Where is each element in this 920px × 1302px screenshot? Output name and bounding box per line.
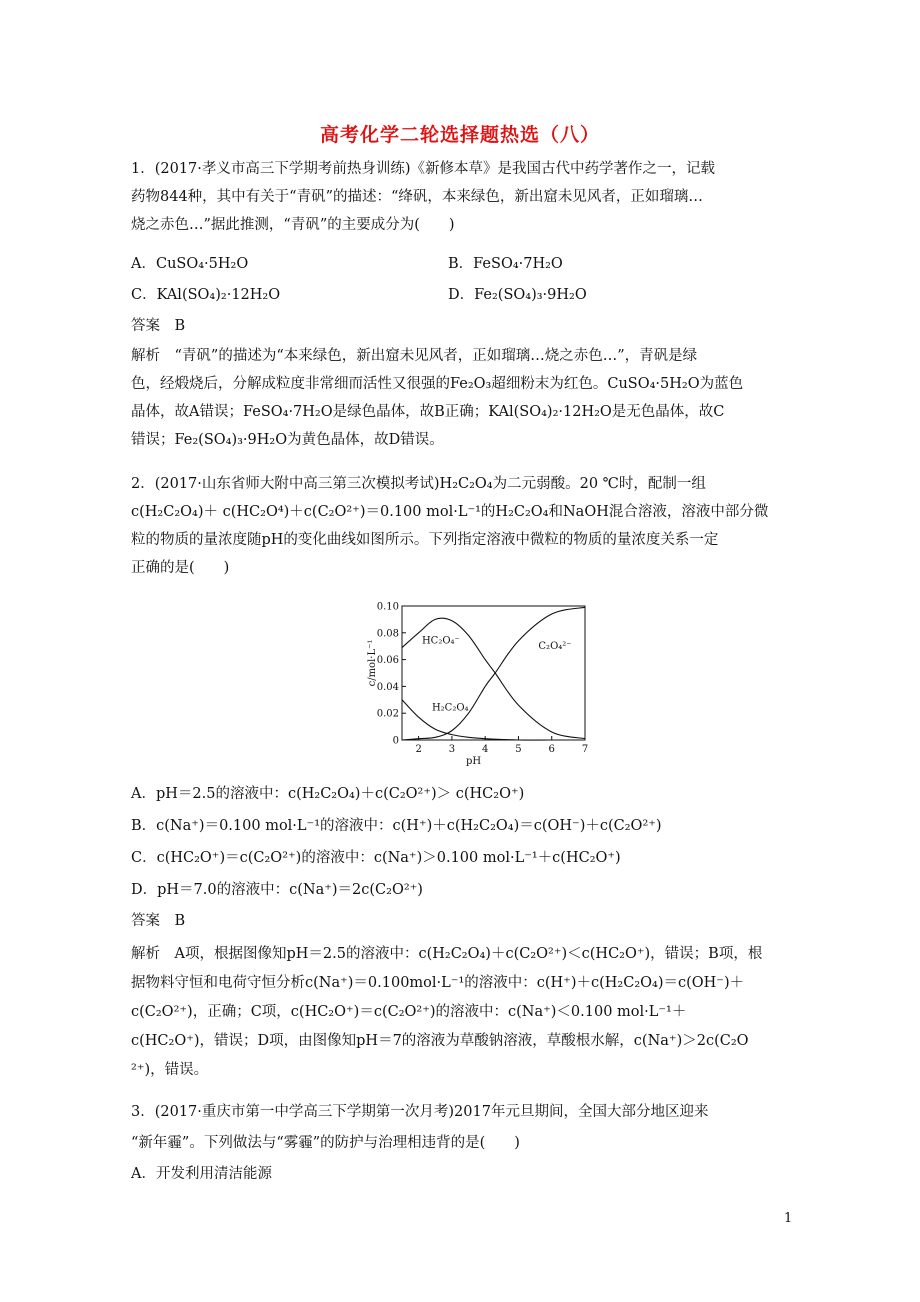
page-number: 1 <box>784 1211 793 1226</box>
q1-option-b: B．FeSO₄·7H₂O <box>448 256 563 272</box>
q2-analysis-line: c(C₂O²⁺)，正确；C项，c(HC₂O⁺)＝c(C₂O²⁺)的溶液中：c(Na⁺)＜0.100 mol·L⁻¹＋ <box>131 1004 687 1020</box>
curve-label: C₂O₄²⁻ <box>538 640 572 652</box>
y-tick-label: 0.04 <box>376 681 399 693</box>
q1-analysis-line: 解析 “青矾”的描述为“本来绿色，新出窟未见风者，正如瑠璃…烧之赤色…”，青矾是绿 <box>131 348 698 364</box>
q1-line: 1．(2017·孝义市高三下学期考前热身训练)《新修本草》是我国古代中药学著作之一，记载 <box>131 161 716 177</box>
q2-option-a: A．pH＝2.5的溶液中：c(H₂C₂O₄)＋c(C₂O²⁺)＞ c(HC₂O⁺) <box>131 786 525 802</box>
q2-answer-text: 答案 B <box>131 913 186 929</box>
q2-option-b: B．c(Na⁺)＝0.100 mol·L⁻¹的溶液中：c(H⁺)＋c(H₂C₂O₄)＝c(OH⁻)＋c(C₂O²⁺) <box>131 818 662 834</box>
y-tick-label: 0.02 <box>376 708 399 720</box>
q1-option-c: C．KAl(SO₄)₂·12H₂O <box>131 287 281 303</box>
q2-analysis <box>131 940 791 1085</box>
plot-frame <box>402 606 585 740</box>
page-title: 高考化学二轮选择题热选（八） <box>319 124 600 146</box>
x-tick-label: 3 <box>448 744 456 755</box>
q2-analysis-line: ²⁺)，错误。 <box>131 1062 209 1078</box>
question-1 <box>131 155 791 239</box>
q1-analysis-line: 色，经煅烧后，分解成粒度非常细而活性又很强的Fe₂O₃超细粉末为红色。CuSO₄·5H₂O为蓝色 <box>131 376 744 392</box>
q3-line: 3．(2017·重庆市第一中学高三下学期第一次月考)2017年元旦期间，全国大部分地区迎来 <box>131 1104 709 1120</box>
x-tick-label: 6 <box>548 744 555 755</box>
q2-line: 正确的是( ) <box>131 560 230 576</box>
x-axis-label: pH <box>465 756 482 767</box>
y-tick-label: 0.10 <box>376 601 399 613</box>
q2-option-c: C．c(HC₂O⁺)＝c(C₂O²⁺)的溶液中：c(Na⁺)＞0.100 mol·L⁻¹＋c(HC₂O⁺) <box>131 850 621 866</box>
question-2 <box>131 470 791 582</box>
curve-label: HC₂O₄⁻ <box>421 635 460 647</box>
x-tick-label: 5 <box>515 744 522 755</box>
q2-analysis-line: c(HC₂O⁺)，错误；D项，由图像知pH＝7的溶液为草酸钠溶液，草酸根水解，c(Na⁺)＞2c(C₂O <box>131 1033 749 1049</box>
q1-line: 烧之赤色…”据此推测，“青矾”的主要成分为( ) <box>131 217 455 233</box>
q2-line: 2．(2017·山东省师大附中高三第三次模拟考试)H₂C₂O₄为二元弱酸。20 ℃时，配制一组 <box>131 476 706 492</box>
q1-answer <box>131 312 791 340</box>
q1-analysis-line: 晶体，故A错误；FeSO₄·7H₂O是绿色晶体，故B正确；KAl(SO₄)₂·12H₂O是无色晶体，故C <box>131 404 725 420</box>
q2-option-d: D．pH＝7.0的溶液中：c(Na⁺)＝2c(C₂O²⁺) <box>131 882 423 898</box>
q1-analysis-line: 错误；Fe₂(SO₄)₃·9H₂O为黄色晶体，故D错误。 <box>131 432 444 448</box>
q2-line: 粒的物质的量浓度随pH的变化曲线如图所示。下列指定溶液中微粒的物质的量浓度关系一定 <box>131 532 719 548</box>
y-axis-label: c/mol·L⁻¹ <box>367 639 378 687</box>
q2-analysis-line: 解析 A项，根据图像知pH＝2.5的溶液中：c(H₂C₂O₄)＋c(C₂O²⁺)＜c(HC₂O⁺)，错误；B项，根 <box>131 946 763 962</box>
q1-options-row-1 <box>131 252 791 280</box>
y-tick-label: 0.08 <box>376 628 399 640</box>
y-tick-label: 0.06 <box>376 655 399 667</box>
q1-option-a: A．CuSO₄·5H₂O <box>131 256 249 272</box>
q1-options-row-2 <box>131 283 791 311</box>
q3-line: “新年霾”。下列做法与“雾霾”的防护与治理相违背的是( ) <box>131 1135 520 1151</box>
q1-line: 药物844种，其中有关于“青矾”的描述：“绛矾，本来绿色，新出窟未见风者，正如瑠璃… <box>131 189 703 205</box>
q3-option-a: A．开发利用清洁能源 <box>131 1166 272 1182</box>
q1-option-d: D．Fe₂(SO₄)₃·9H₂O <box>448 287 587 303</box>
concentration-ph-chart <box>362 596 592 768</box>
q2-options <box>131 780 791 908</box>
series-line-2 <box>402 607 585 740</box>
q1-analysis <box>131 342 791 454</box>
x-tick-label: 2 <box>415 744 422 755</box>
q2-line: c(H₂C₂O₄)＋ c(HC₂O⁴)＋c(C₂O²⁺)＝0.100 mol·L⁻¹的H₂C₂O₄和NaOH混合溶液，溶液中部分微 <box>131 504 769 520</box>
q1-answer-text: 答案 B <box>131 318 186 334</box>
curve-label: H₂C₂O₄ <box>431 702 469 714</box>
question-3 <box>131 1098 791 1191</box>
x-tick-label: 4 <box>481 744 489 755</box>
y-tick-label: 0 <box>392 735 399 747</box>
q2-answer <box>131 907 791 935</box>
q2-analysis-line: 据物料守恒和电荷守恒分析c(Na⁺)＝0.100mol·L⁻¹的溶液中：c(H⁺)＋c(H₂C₂O₄)＝c(OH⁻)＋ <box>131 975 745 991</box>
x-tick-label: 7 <box>581 744 589 755</box>
